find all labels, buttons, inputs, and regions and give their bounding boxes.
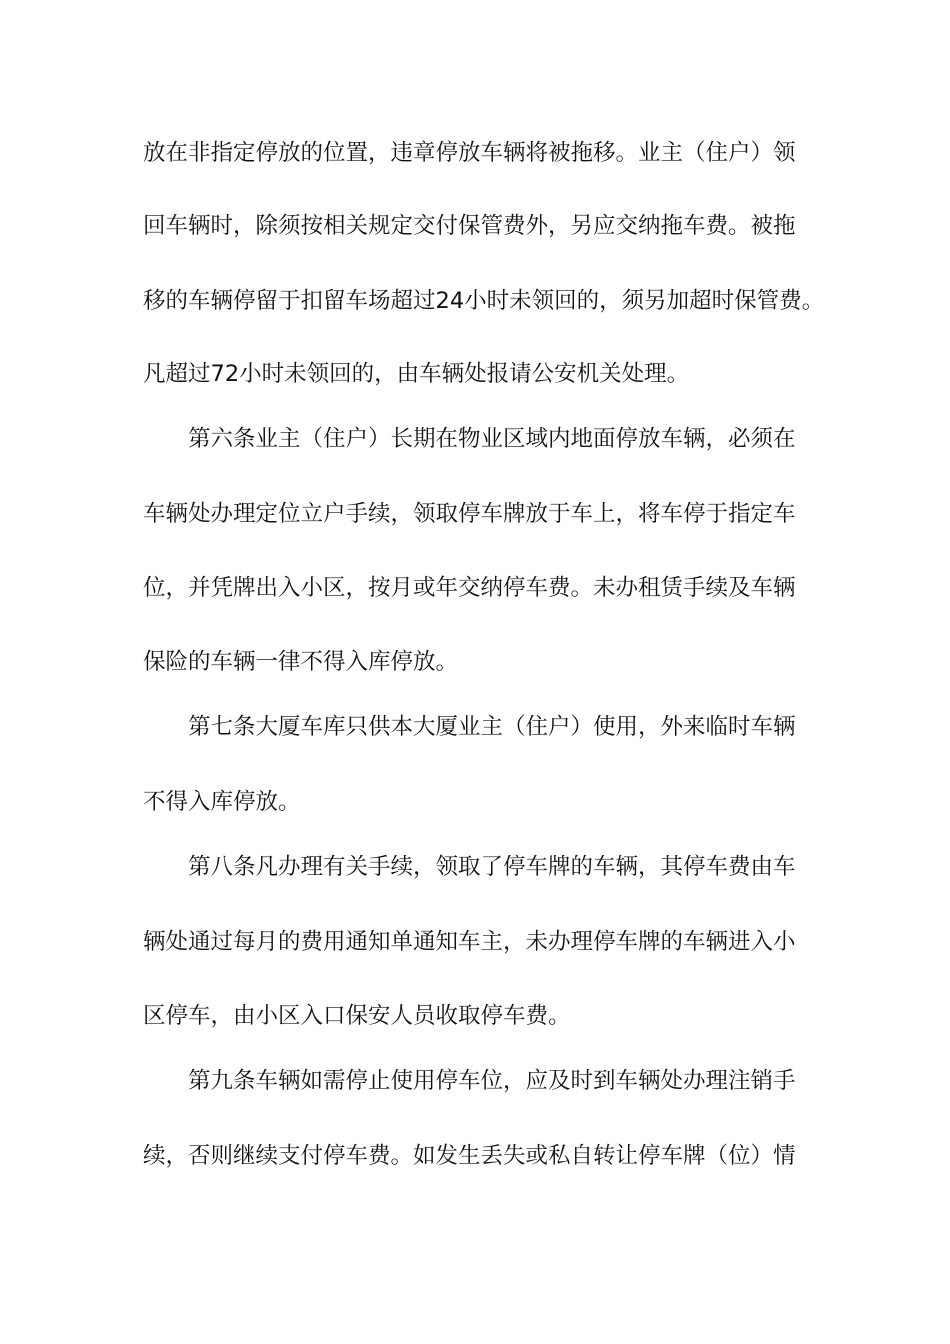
paragraph-line: 不得入库停放。: [143, 789, 301, 815]
paragraph-line: 位，并凭牌出入小区，按月或年交纳停车费。未办租赁手续及车辆: [143, 575, 796, 601]
paragraph-line: 辆处通过每月的费用通知单通知车主，未办理停车牌的车辆进入小: [143, 929, 796, 955]
paragraph-line: 区停车，由小区入口保安人员收取停车费。: [143, 1003, 571, 1029]
paragraph-line: 凡超过72小时未领回的，由车辆处报请公安机关处理。: [143, 361, 690, 387]
paragraph-line: 保险的车辆一律不得入库停放。: [143, 649, 459, 675]
article-6-line: 第六条业主（住户）长期在物业区域内地面停放车辆，必须在: [188, 426, 796, 452]
paragraph-line: 回车辆时，除须按相关规定交付保管费外，另应交纳拖车费。被拖: [143, 213, 796, 239]
paragraph-line: 放在非指定停放的位置，违章停放车辆将被拖移。业主（住户）领: [143, 140, 796, 166]
article-7-line: 第七条大厦车库只供本大厦业主（住户）使用，外来临时车辆: [188, 714, 796, 740]
paragraph-line: 续，否则继续支付停车费。如发生丢失或私自转让停车牌（位）情: [143, 1143, 796, 1169]
paragraph-line: 车辆处办理定位立户手续，领取停车牌放于车上，将车停于指定车: [143, 501, 796, 527]
article-9-line: 第九条车辆如需停止使用停车位，应及时到车辆处办理注销手: [188, 1068, 796, 1094]
paragraph-line: 移的车辆停留于扣留车场超过24小时未领回的，须另加超时保管费。: [143, 288, 825, 314]
article-8-line: 第八条凡办理有关手续，领取了停车牌的车辆，其停车费由车: [188, 854, 796, 880]
